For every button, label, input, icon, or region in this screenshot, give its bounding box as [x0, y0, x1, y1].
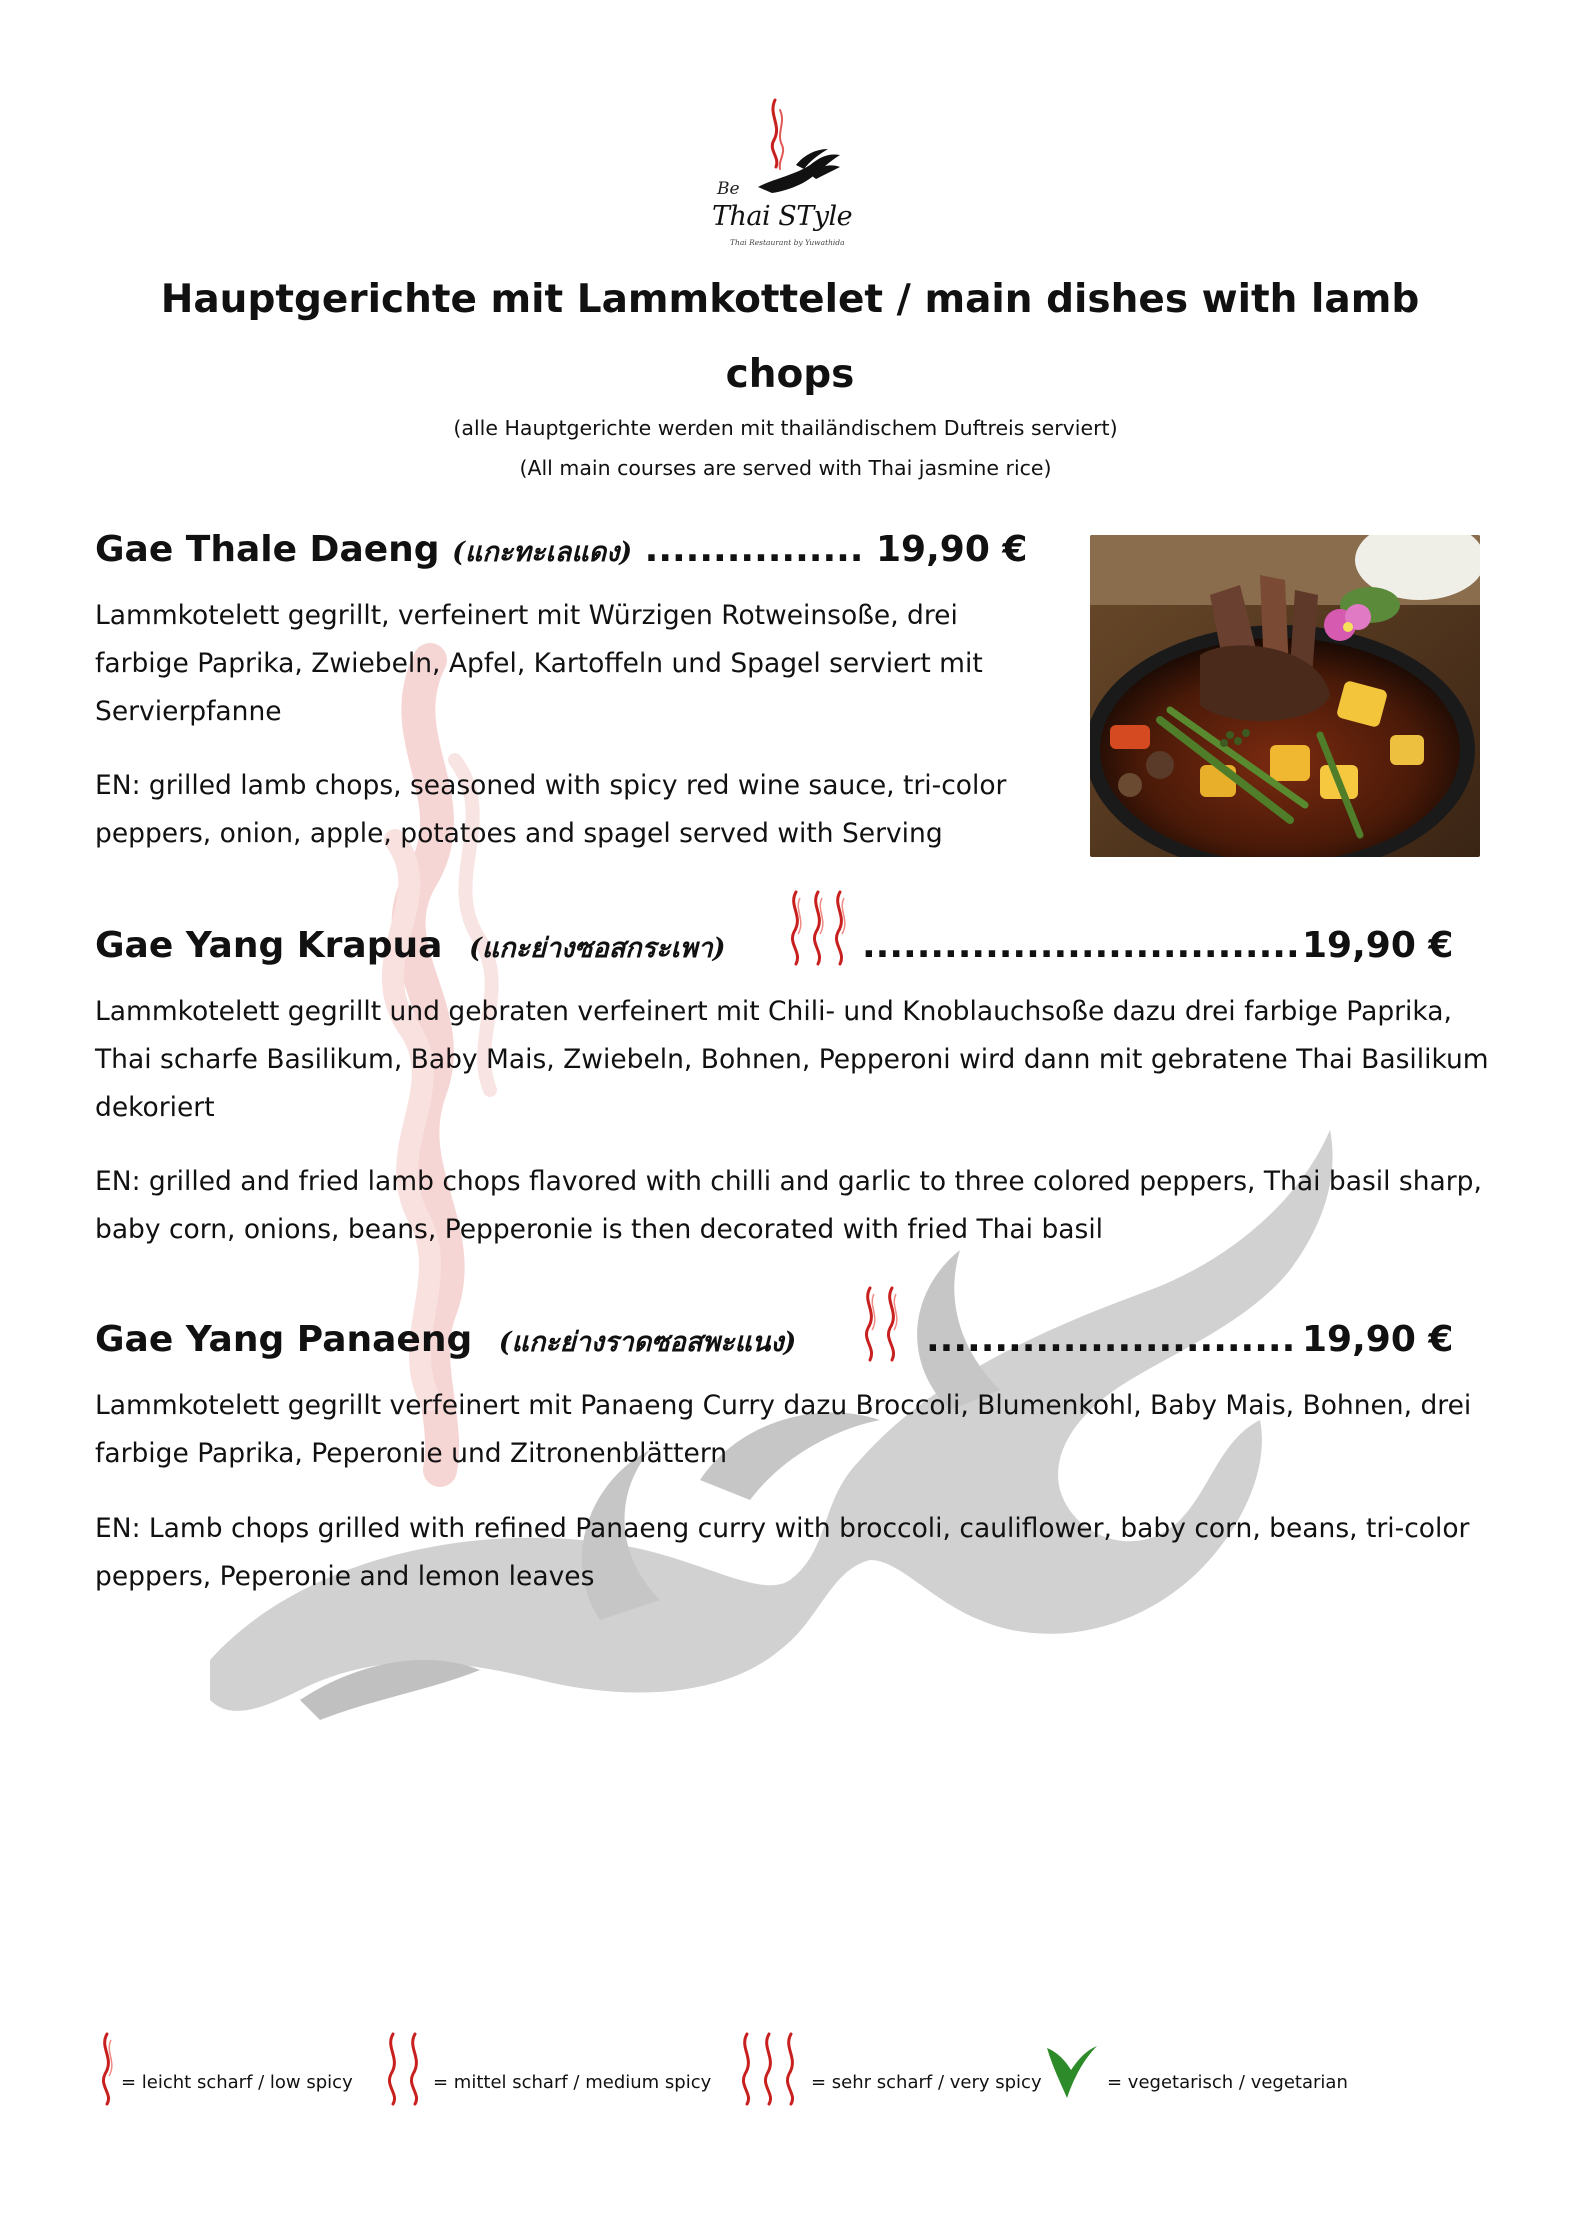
dish-dot-leader: ........................... — [926, 1319, 1296, 1360]
dish-heading — [95, 924, 726, 971]
dish-price: 19,90 € — [1302, 925, 1454, 966]
subtitle-german: (alle Hauptgerichte werden mit thailändischem Duftreis serviert) — [453, 416, 1118, 440]
chili-medium-spicy-icon — [381, 2030, 429, 2106]
dish-thai-name: (แกะย่างราดซอสพะแนง) — [498, 1327, 797, 1358]
subtitle-english: (All main courses are served with Thai jasmine rice) — [519, 456, 1052, 480]
chili-very-spicy-icon — [735, 2030, 805, 2106]
dish-price: 19,90 € — [1302, 1319, 1454, 1360]
spice-legend — [95, 2030, 1395, 2100]
dish-name: Gae Yang Krapua — [95, 925, 443, 966]
dish-thai-name: (แกะย่างซอสกระเพา) — [468, 933, 726, 964]
dish-description-english: EN: Lamb chops grilled with refined Panaeng curry with broccoli, cauliflower, baby corn, beans, tri-color peppers, Peperonie and lemon leaves — [95, 1513, 1470, 1592]
chili-very-spicy-icon — [784, 888, 854, 966]
legend-low-spicy-label: = leicht scharf / low spicy — [121, 2072, 353, 2093]
dish-description-german: Lammkotelett gegrillt und gebraten verfeinert mit Chili- und Knoblauchsoße dazu drei farbige Paprika, Thai scharfe Basilikum, Baby Mais, Zwiebeln, Bohnen, Pepperoni wird dann mit gebratene Thai Basilikum dekoriert — [95, 996, 1489, 1123]
dish-dot-leader: ................................ — [862, 925, 1300, 966]
vegetarian-leaf-icon — [1043, 2040, 1101, 2102]
dish-description-english: EN: grilled and fried lamb chops flavored with chilli and garlic to three colored peppers, Thai basil sharp, baby corn, onions, beans, Pepperonie is then decorated with fried Thai basil — [95, 1166, 1482, 1245]
dish-description-german: Lammkotelett gegrillt, verfeinert mit Würzigen Rotweinsoße, drei farbige Paprika, Zwiebeln, Apfel, Kartoffeln und Spagel serviert mit Servierpfanne — [95, 600, 983, 727]
chili-low-spicy-icon — [95, 2030, 121, 2106]
dish-heading — [95, 1318, 796, 1365]
dish-heading — [95, 528, 863, 575]
dish-description-english: EN: grilled lamb chops, seasoned with spicy red wine sauce, tri-color peppers, onion, apple, potatoes and spagel served with Serving — [95, 770, 1007, 849]
dish-price: 19,90 € — [876, 529, 1028, 570]
legend-very-spicy-label: = sehr scharf / very spicy — [811, 2072, 1042, 2093]
logo-be-text: Be — [717, 179, 740, 199]
page-title: Hauptgerichte mit Lammkottelet / main dishes with lamb chops — [160, 277, 1420, 397]
legend-vegetarian-label: = vegetarisch / vegetarian — [1107, 2072, 1348, 2093]
restaurant-logo — [700, 95, 870, 265]
dish-dot-leader: ................ — [644, 529, 864, 570]
logo-tagline: Thai Restaurant by Yuwathida — [730, 238, 845, 247]
dish-thai-name: (แกะทะเลแดง) — [452, 537, 633, 568]
dish-name: Gae Yang Panaeng — [95, 1319, 473, 1360]
chili-medium-spicy-icon — [858, 1284, 906, 1362]
legend-medium-spicy-label: = mittel scharf / medium spicy — [433, 2072, 712, 2093]
dish-description-german: Lammkotelett gegrillt verfeinert mit Panaeng Curry dazu Broccoli, Blumenkohl, Baby Mais, Bohnen, drei farbige Paprika, Peperonie und Zitronenblättern — [95, 1390, 1472, 1469]
dish-name: Gae Thale Daeng — [95, 529, 440, 570]
logo-main-text: Thai STyle — [712, 201, 853, 232]
dish-photo — [1090, 535, 1480, 857]
